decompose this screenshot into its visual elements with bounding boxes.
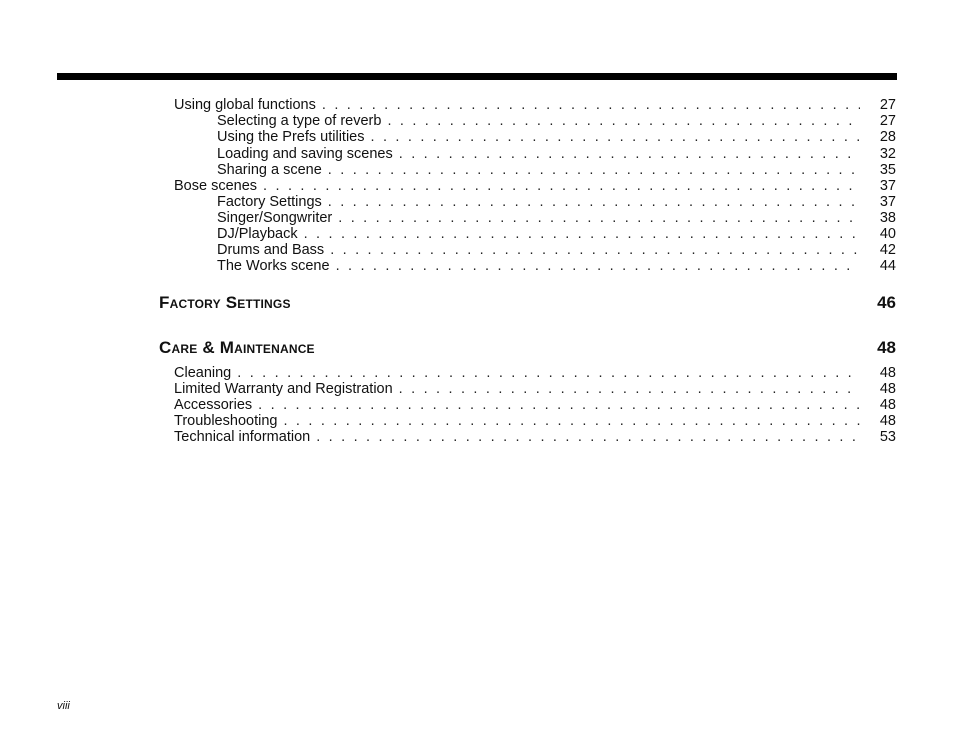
toc-entry-page: 48	[879, 397, 896, 413]
toc-entry-troubleshooting[interactable]	[174, 413, 896, 430]
toc-entry-page: 40	[879, 226, 896, 242]
toc-entry-title: Selecting a type of reverb	[217, 113, 382, 129]
toc-leader-dots	[316, 429, 860, 446]
toc-entry-title: Troubleshooting	[174, 413, 278, 429]
toc-entry-factory-settings[interactable]	[217, 194, 896, 211]
toc-entry-prefs-utilities[interactable]	[217, 129, 896, 146]
toc-entry-page: 35	[879, 162, 896, 178]
toc-entry-page: 28	[879, 129, 896, 145]
toc-entry-title: Limited Warranty and Registration	[174, 381, 393, 397]
toc-entry-cleaning[interactable]	[174, 365, 896, 382]
toc-entry-selecting-reverb[interactable]	[217, 113, 896, 130]
toc-entry-page: 27	[879, 113, 896, 129]
toc-entry-limited-warranty[interactable]	[174, 381, 896, 398]
toc-leader-dots	[399, 381, 860, 398]
toc-entry-title: Sharing a scene	[217, 162, 322, 178]
section-page: 48	[877, 338, 896, 357]
toc-entry-title: Accessories	[174, 397, 253, 413]
toc-entry-title: Loading and saving scenes	[217, 146, 393, 162]
page-number: viii	[57, 700, 70, 712]
toc-entry-dj-playback[interactable]	[217, 226, 896, 243]
toc-leader-dots	[336, 258, 860, 275]
toc-entry-page: 32	[879, 146, 896, 162]
toc-entry-title: Technical information	[174, 429, 311, 445]
toc-entry-page: 44	[879, 258, 896, 274]
toc-entry-page: 38	[879, 210, 896, 226]
toc-leader-dots	[304, 226, 860, 243]
toc-leader-dots	[263, 178, 860, 195]
toc-entry-bose-scenes[interactable]	[174, 178, 896, 195]
toc-entry-using-global-functions[interactable]	[174, 97, 896, 114]
toc-entry-drums-and-bass[interactable]	[217, 242, 896, 259]
toc-leader-dots	[328, 162, 860, 179]
toc-entry-title: Cleaning	[174, 365, 232, 381]
toc-entry-loading-saving-scenes[interactable]	[217, 146, 896, 163]
toc-section-care-maintenance[interactable]	[159, 337, 896, 359]
toc-entry-title: DJ/Playback	[217, 226, 298, 242]
toc-leader-dots	[387, 113, 860, 130]
toc-entry-title: Factory Settings	[217, 194, 322, 210]
toc-leader-dots	[330, 242, 860, 259]
toc-entry-sharing-scene[interactable]	[217, 162, 896, 179]
toc-leader-dots	[237, 365, 860, 382]
toc-entry-title: Using global functions	[174, 97, 316, 113]
toc-entry-singer-songwriter[interactable]	[217, 210, 896, 227]
toc-entry-page: 42	[879, 242, 896, 258]
header-rule	[57, 73, 897, 80]
toc-entry-works-scene[interactable]	[217, 258, 896, 275]
toc-entry-title: Drums and Bass	[217, 242, 325, 258]
toc-entry-technical-information[interactable]	[174, 429, 896, 446]
section-title: Care & Maintenance	[159, 338, 315, 357]
toc-leader-dots	[283, 413, 860, 430]
toc-leader-dots	[328, 194, 860, 211]
toc-entry-page: 48	[879, 365, 896, 381]
toc-entry-page: 37	[879, 194, 896, 210]
toc-entry-accessories[interactable]	[174, 397, 896, 414]
toc-entry-title: The Works scene	[217, 258, 330, 274]
toc-leader-dots	[258, 397, 860, 414]
toc-leader-dots	[322, 97, 860, 114]
toc-leader-dots	[370, 129, 860, 146]
toc-leader-dots	[399, 146, 860, 163]
toc-entry-page: 48	[879, 381, 896, 397]
toc-entry-title: Bose scenes	[174, 178, 258, 194]
toc-entry-page: 37	[879, 178, 896, 194]
toc-entry-page: 53	[879, 429, 896, 445]
toc-leader-dots	[338, 210, 860, 227]
toc-entry-title: Using the Prefs utilities	[217, 129, 365, 145]
toc-entry-title: Singer/Songwriter	[217, 210, 333, 226]
section-title: Factory Settings	[159, 293, 291, 312]
toc-entry-page: 48	[879, 413, 896, 429]
toc-section-factory-settings[interactable]	[159, 292, 896, 314]
toc-entry-page: 27	[879, 97, 896, 113]
section-page: 46	[877, 293, 896, 312]
